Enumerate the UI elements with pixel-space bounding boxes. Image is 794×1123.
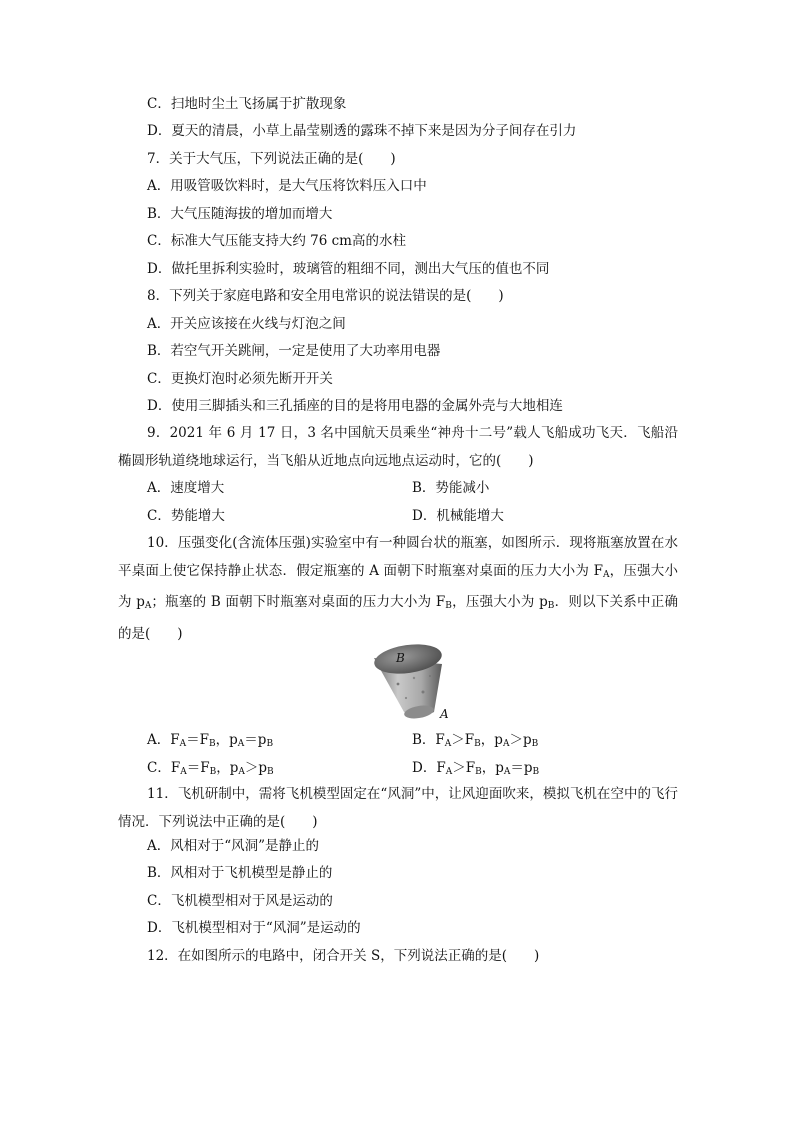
q10d-t2: ＞F [452,760,476,776]
q10-sub-b1: B [445,601,452,611]
q10-sub-a1: A [602,569,610,580]
q10d-t1: D．F [412,760,446,776]
q10-sub-a2: A [144,601,152,611]
q8-stem: 8．下列关于家庭电路和安全用电常识的说法错误的是( ) [147,288,504,304]
q10-option-a [147,730,273,754]
q7-option-d: D．做托里拆利实验时，玻璃管的粗细不同，测出大气压的值也不同 [147,261,550,277]
q10b-s3: A [502,739,510,749]
q9-option-a: A．速度增大 [147,480,225,496]
q11-stem: 11．飞机研制中，需将飞机模型固定在“风洞”中，让风迎面吹来，模拟飞机在空中的飞行情况．下列说法中正确的是( ) [118,786,678,830]
q10d-s2: B [475,767,482,777]
q10-option-c [147,758,274,782]
q11-option-c: C．飞机模型相对于风是运动的 [147,893,333,909]
q10a-s2: B [209,739,216,749]
q8-option-c: C．更换灯泡时必须先断开开关 [147,371,333,387]
q10a-s1: A [179,739,187,749]
q10b-t2: ＞F [451,732,475,748]
q10c-s3: A [238,767,245,777]
figure-label-b: B [396,651,405,665]
q8-option-a: A．开关应该接在火线与灯泡之间 [147,316,346,332]
q9-stem: 9．2021 年 6 月 17 日，3 名中国航天员乘坐“神舟十二号”载人飞船成功飞天．飞船沿椭圆形轨道绕地球运行，当飞船从近地点向远地点运动时，它的( ) [118,425,678,469]
q10-stem [118,530,678,648]
q10b-s4: B [531,739,539,749]
q12-stem: 12．在如图所示的电路中，闭合开关 S，下列说法正确的是( ) [147,948,540,964]
q10b-t1: B．F [412,732,445,748]
q9-option-d: D．机械能增大 [412,508,504,524]
q10c-s2: B [209,767,217,777]
q10c-s1: A [180,767,187,777]
q10d-t3: ，p [481,760,504,776]
q10-sub-b2: B [547,601,555,611]
q10-text-4: ，压强大小为 p [451,594,548,610]
q10d-s4: B [532,767,540,777]
q10c-t3: ，p [216,760,239,776]
q10c-t2: ＝F [186,760,210,776]
q10c-s4: B [267,767,274,777]
q10c-t4: ＞p [244,760,268,776]
q10b-t4: ＞p [509,732,532,748]
q7-option-a: A．用吸管吸饮料时，是大气压将饮料压入口中 [147,178,427,194]
bottle-stopper-figure [368,642,458,724]
q10d-s1: A [445,767,453,777]
q10d-t4: ＝p [510,760,533,776]
q10b-t3: ，p [480,732,503,748]
q9-option-b: B．势能减小 [412,480,490,496]
q10-text-1: 10．压强变化(含流体压强)实验室中有一种圆台状的瓶塞，如图所示．现将瓶塞放置在水平桌面上使它保持静止状态．假定瓶塞的 A 面朝下时瓶塞对桌面的压力大小为 F [118,535,678,579]
q7-stem: 7．关于大气压，下列说法正确的是( ) [147,151,396,167]
q11-option-b: B．风相对于飞机模型是静止的 [147,865,333,881]
q11-option-d: D．飞机模型相对于“风洞”是运动的 [147,920,361,936]
q8-option-d: D．使用三脚插头和三孔插座的目的是将用电器的金属外壳与大地相连 [147,398,563,414]
figure-label-a: A [440,707,449,721]
q10-text-2: ，压强大小为 p [118,562,678,610]
q10-option-d [412,758,539,782]
q10d-s3: A [503,767,511,777]
q6-option-c: C．扫地时尘土飞扬属于扩散现象 [147,96,347,112]
q8-option-b: B．若空气开关跳闸，一定是使用了大功率用电器 [147,343,441,359]
q10-text-3: ；瓶塞的 B 面朝下时瓶塞对桌面的压力大小为 F [151,594,446,610]
q10c-t1: C．F [147,760,181,776]
q6-option-d: D．夏天的清晨，小草上晶莹剔透的露珠不掉下来是因为分子间存在引力 [147,123,577,139]
q10a-t2: ＝F [186,732,209,748]
q10a-t1: A．F [147,732,180,748]
q10a-t3: ，p [215,732,238,748]
q10a-t4: ＝p [244,732,267,748]
q7-option-b: B．大气压随海拔的增加而增大 [147,206,333,222]
q7-option-c: C．标准大气压能支持大约 76 cm高的水柱 [147,233,406,249]
q9-option-c: C．势能增大 [147,508,225,524]
q10b-s1: A [444,739,452,749]
q10a-s4: B [266,739,274,749]
q11-option-a: A．风相对于“风洞”是静止的 [147,838,320,854]
q10b-s2: B [474,739,481,749]
q10-text-5: ．则以下关系中正确的是( ) [118,594,679,642]
q10-option-b [412,730,538,754]
q10a-s3: A [237,739,245,749]
